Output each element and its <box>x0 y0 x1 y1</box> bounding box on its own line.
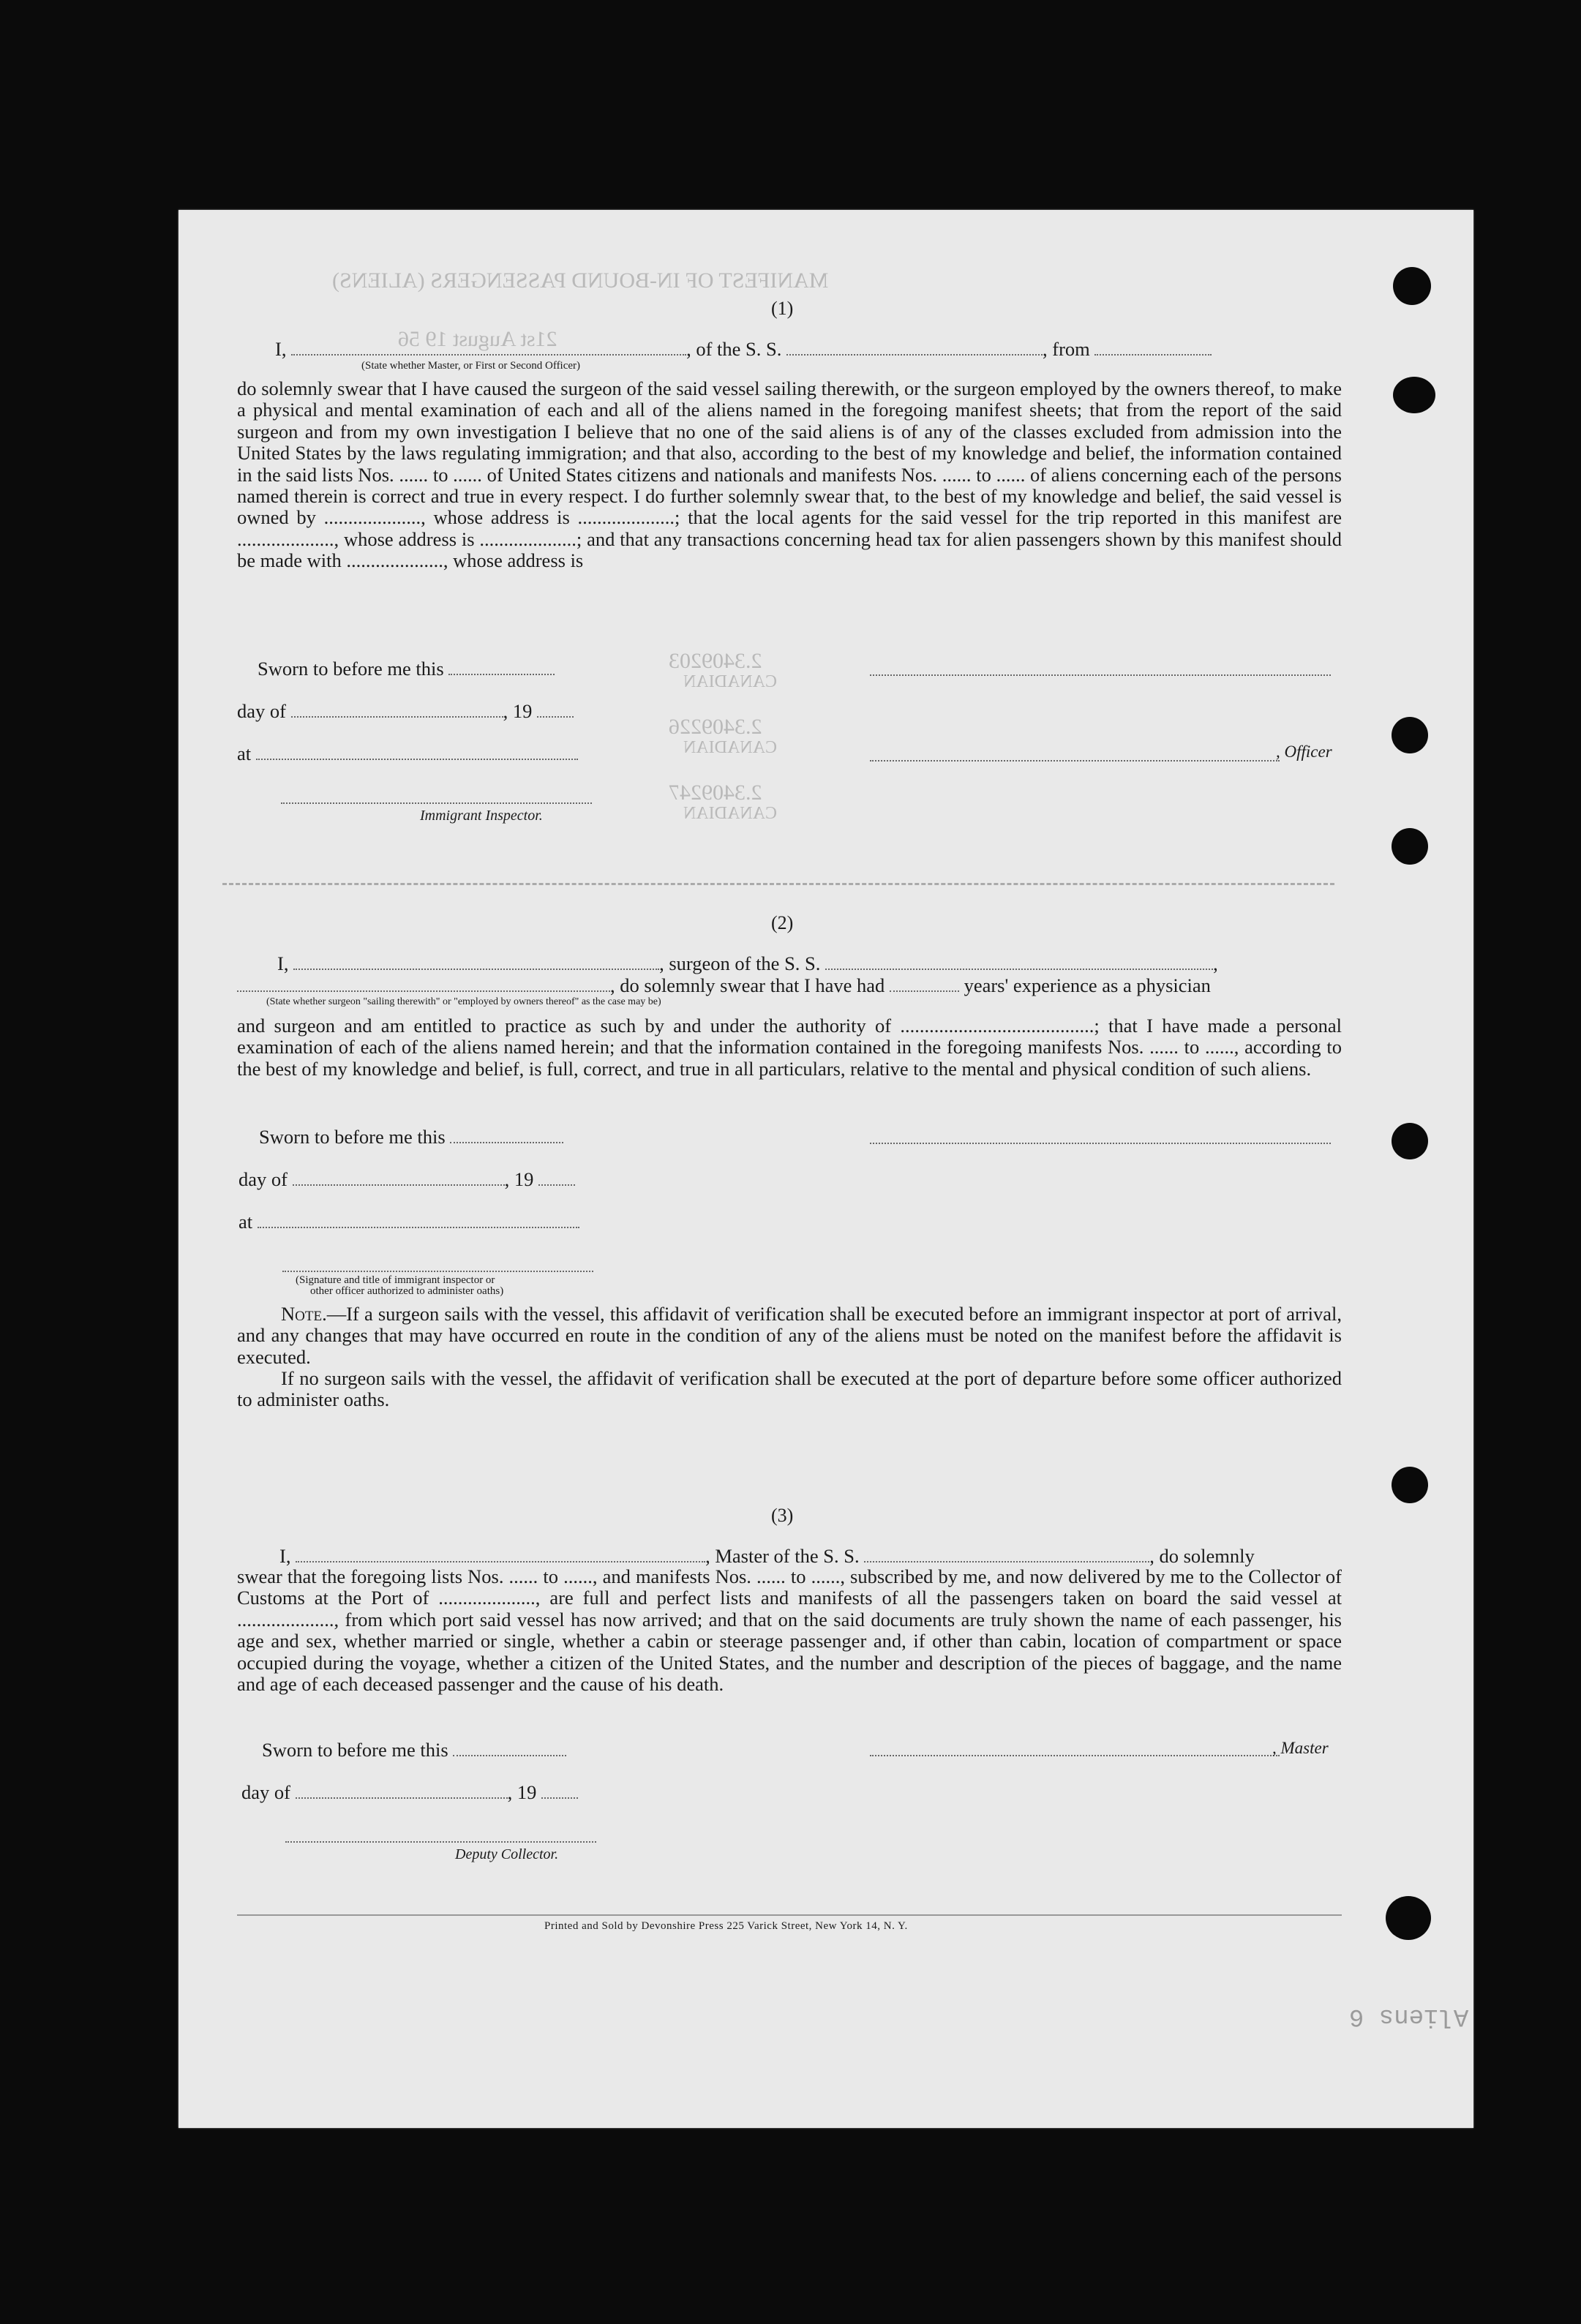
section2-surgeon-caption: (State whether surgeon "sailing therewith" or "employed by owners thereof" as the case may be) <box>266 996 661 1007</box>
punch-hole <box>1392 828 1428 865</box>
section2-note-2: If no surgeon sails with the vessel, the affidavit of verification shall be executed at the port of departure before some officer authorized to administer oaths. <box>237 1367 1342 1411</box>
section2-day: day of , 19 <box>239 1168 575 1191</box>
section3-day: day of , 19 <box>241 1781 578 1804</box>
section1-officer-signature-line <box>870 674 1331 676</box>
section2-sig-caption-2: other officer authorized to administer oaths) <box>310 1285 504 1297</box>
section3-deputy-signature-line <box>285 1841 596 1843</box>
section-divider <box>222 883 1334 885</box>
section2-line1: I, , surgeon of the S. S. , <box>277 952 1218 974</box>
bleed-date: 21st August 19 56 <box>398 327 557 351</box>
bleed-entry-1: 2.3409203 <box>669 649 762 673</box>
section3-master-label: , Master <box>1272 1739 1329 1757</box>
section2-line2: , do solemnly swear that I have had years' experience as a physician <box>237 974 1211 997</box>
section1-body: do solemnly swear that I have caused the surgeon of the said vessel sailing therewith, or the surgeon employed by the owners thereof, to make a physical and mental examination of each and all of the aliens named in the foregoing manifest sheets; that from the report of the said surgeon and from my own investigation I believe that no one of the said aliens is of any of the classes excluded from admission into the United States by the laws regulating immigration; and that also, according to the best of my knowledge and belief, the information contained in the said lists Nos. ...... to ...... of United States citizens and nationals and manifests Nos. ...... to ...... of aliens concerning each of the persons named therein is correct and true in every respect. I do further solemnly swear that, to the best of my knowledge and belief, the said vessel is owned by ...................., whose address is ....................; that the local agents for the said vessel for the trip reported in this manifest are ...................., whose address is ....................; and that any transactions concerning head tax for alien passengers shown by this manifest should be made with ...................., whose address is <box>237 377 1342 572</box>
margin-stamp: Aliens 6 <box>1349 2002 1469 2030</box>
section3-master-signature-line <box>870 1755 1280 1756</box>
section2-surgeon-signature-line <box>870 1143 1331 1144</box>
punch-hole <box>1392 1123 1428 1159</box>
section3-body: swear that the foregoing lists Nos. ...... to ......, and manifests Nos. ...... to ......, subscribed by me, and now delivered by me to the Collector of Customs at the Port of ...................., are full and perfect lists and manifests of all the passengers taken on board the said vessel at ...................., from which port said vessel has now arrived; and that on the said documents are truly shown the name of each passenger, his age and sex, whether married or single, whether a cabin or steerage passenger and, if other than cabin, location of compartment or space occupied during the voyage, whether a citizen of the United States, and the number and description of the pieces of baggage, and the name and age of each deceased passenger and the cause of his death. <box>237 1565 1342 1696</box>
section1-at: at <box>237 742 578 765</box>
punch-hole <box>1393 377 1435 413</box>
section1-day: day of , 19 <box>237 700 574 723</box>
section2-heading: (2) <box>771 912 794 933</box>
section1-vessel-label: , of the S. S. <box>686 338 782 360</box>
section1-heading: (1) <box>771 298 794 319</box>
bleed-title: MANIFEST OF IN-BOUND PASSENGERS (ALIENS) <box>332 268 829 293</box>
bleed-entry-2: 2.3409226 <box>669 715 762 739</box>
printer-imprint: Printed and Sold by Devonshire Press 225 Varick Street, New York 14, N. Y. <box>544 1920 908 1932</box>
section2-inspector-signature-line <box>282 1271 593 1272</box>
section1-officer-label: , Officer <box>1276 742 1332 761</box>
section2-note: Note.—If a surgeon sails with the vessel, this affidavit of verification shall be executed before an immigrant inspector at port of arrival, and any changes that may have occurred en route in the condition of any of the aliens must be noted on the manifest before the affidavit is executed. <box>237 1303 1342 1368</box>
manifest-page <box>179 210 1473 2128</box>
punch-hole <box>1392 1467 1428 1503</box>
section1-inspector-signature-line <box>281 802 592 804</box>
bleed-entry-2b: CANADIAN <box>683 738 777 757</box>
section2-sworn: Sworn to before me this <box>259 1126 563 1148</box>
punch-hole <box>1393 267 1431 305</box>
section3-deputy-label: Deputy Collector. <box>455 1846 559 1862</box>
bleed-entry-3: 2.3409247 <box>669 781 762 805</box>
section2-body: and surgeon and am entitled to practice as such by and under the authority of ........................................; that I have made a personal examination of each of the aliens named herein; and that the information contained in the foregoing manifests Nos. ...... to ......, according to the best of my knowledge and belief, is full, correct, and true in all particulars, relative to the mental and physical condition of such aliens. <box>237 1015 1342 1080</box>
bleed-entry-3b: CANADIAN <box>683 804 777 823</box>
section1-prefix: I, <box>275 338 287 360</box>
section1-from-label: , from <box>1043 338 1090 360</box>
bleed-entry-1b: CANADIAN <box>683 672 777 691</box>
section1-inspector-label: Immigrant Inspector. <box>420 808 543 824</box>
section3-heading: (3) <box>771 1505 794 1526</box>
section3-sworn: Sworn to before me this <box>262 1739 566 1761</box>
section1-officer-signature-line-2 <box>870 760 1280 761</box>
printer-rule <box>237 1914 1342 1916</box>
section2-at: at <box>239 1211 579 1233</box>
section1-line1 <box>275 338 1212 361</box>
section1-sworn: Sworn to before me this <box>258 658 555 680</box>
section1-officer-caption: (State whether Master, or First or Second Officer) <box>361 360 581 372</box>
punch-hole <box>1386 1896 1431 1940</box>
punch-hole <box>1392 717 1428 753</box>
section3-line1: I, , Master of the S. S. , do solemnly <box>279 1545 1255 1567</box>
section2-sig-caption-1: (Signature and title of immigrant inspector or <box>296 1274 495 1286</box>
